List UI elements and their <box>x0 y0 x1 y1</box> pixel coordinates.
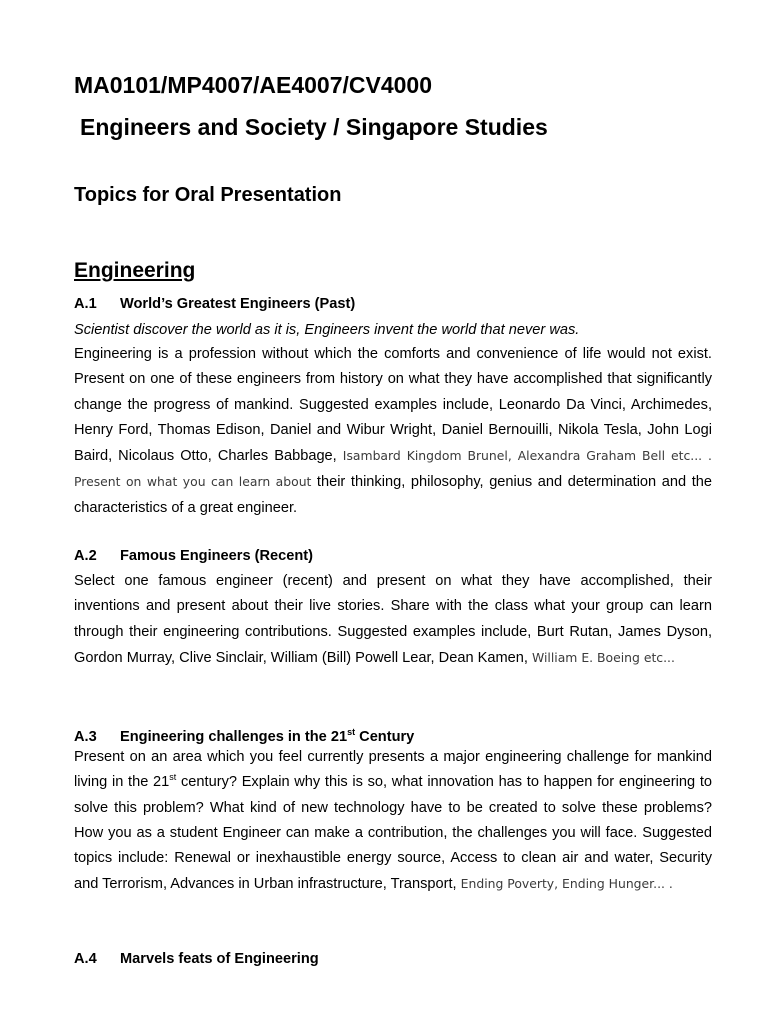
a2-body-light: William E. Boeing etc... <box>531 649 675 665</box>
subsection-a1-number: A.1 <box>74 296 97 312</box>
subsection-a4-heading <box>74 949 714 969</box>
a1-body-light: Isambard Kingdom Brunel, Alexandra Graham Bell etc... . Present on what you can learn about <box>74 448 712 490</box>
a3-title-sup: st <box>347 727 356 737</box>
subsection-a4-title: Marvels feats of Engineering <box>120 951 319 967</box>
a3-body-light: Ending Poverty, Ending Hunger... . <box>460 876 673 892</box>
subsection-a3-body <box>74 745 712 898</box>
subsection-a2-title: Famous Engineers (Recent) <box>120 548 314 564</box>
subsection-a2-heading <box>74 546 714 566</box>
subsection-a3-number: A.3 <box>74 728 97 745</box>
subsection-a1-title: World’s Greatest Engineers (Past) <box>120 296 356 312</box>
course-name-title: Engineers and Society / Singapore Studies <box>80 114 548 140</box>
a1-body-end: their thinking, philosophy, genius and determination and the characteristics of a great engineer. <box>74 474 712 516</box>
a1-body-main: Engineering is a profession without which the comforts and convenience of life would not exist. Present on one of these engineers from history on what they have accomplished that significantly change the progress of mankind. Suggested examples include, Leonardo Da Vinci, Archimedes, Henry Ford, Thomas Edison, Daniel and Wibur Wright, Daniel Bernouilli, Nikola Tesla, John Logi Baird, Nicolaus Otto, Charles Babbage, <box>74 346 712 465</box>
subsection-a3-heading <box>74 722 714 747</box>
a2-body-main: Select one famous engineer (recent) and present on what they have accomplished, their inventions and present about their live stories. Share with the class what your group can learn through their engineering contributions. Suggested examples include, Burt Rutan, James Dyson, Gordon Murray, Clive Sinclair, William (Bill) Powell Lear, Dean Kamen, <box>74 573 712 666</box>
subsection-a2-body <box>74 569 712 671</box>
a3-title-post: Century <box>355 728 415 745</box>
a3-body-sup: st <box>169 772 177 783</box>
subsection-a2-number: A.2 <box>74 548 97 564</box>
a3-title-pre: Engineering challenges in the 21 <box>120 728 348 745</box>
topics-heading: Topics for Oral Presentation <box>74 184 342 206</box>
subsection-a1-quote: Scientist discover the world as it is, Engineers invent the world that never was. <box>74 322 580 338</box>
subsection-a1-body <box>74 342 712 521</box>
subsection-a3-title <box>120 729 414 745</box>
subsection-a1-heading <box>74 294 714 314</box>
a3-body-pre: Present on an area which you feel currently presents a major engineering challenge for mankind living in the 21 <box>74 749 712 791</box>
subsection-a4-number: A.4 <box>74 951 97 967</box>
course-code-title: MA0101/MP4007/AE4007/CV4000 <box>74 72 433 98</box>
a3-body-main: century? Explain why this is so, what innovation has to happen for engineering to solve this problem? What kind of new technology have to be created to solve these problems? How you as a student Engineer can make a contribution, the challenges you will face. Suggested topics include: Renewal or inexhaustible energy source, Access to clean air and water, Security and Terrorism, Advances in Urban infrastructure, Transport, <box>74 774 712 893</box>
section-heading-engineering: Engineering <box>74 259 196 282</box>
